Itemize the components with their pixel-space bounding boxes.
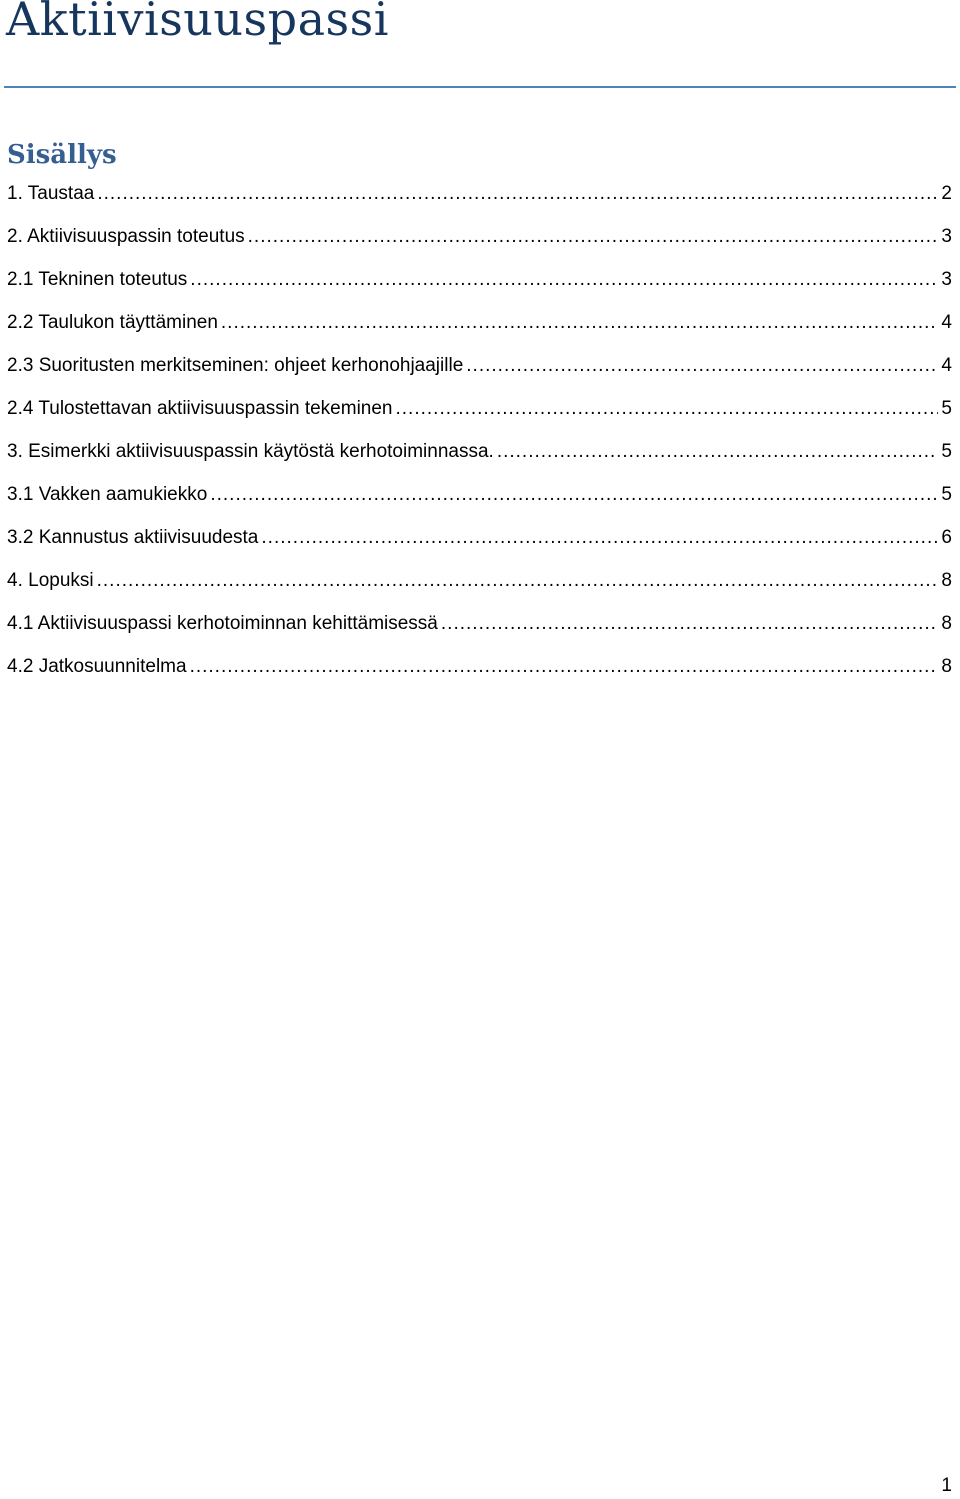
toc-entry-page: 8 xyxy=(941,613,952,634)
toc-dot-leader xyxy=(441,607,939,641)
toc-dot-leader xyxy=(97,177,938,211)
toc-dot-leader xyxy=(221,306,939,340)
toc-dot-leader xyxy=(190,263,938,297)
toc-entry-page: 4 xyxy=(941,355,952,376)
toc-entry-kannustus[interactable] xyxy=(7,521,952,564)
document-title: Aktiivisuuspassi xyxy=(6,0,389,46)
toc-entry-text: 3.2 Kannustus aktiivisuudesta xyxy=(7,527,259,548)
toc-entry-page: 8 xyxy=(941,656,952,677)
toc-entry-text: 2.1 Tekninen toteutus xyxy=(7,269,188,290)
toc-entry-text: 2.3 Suoritusten merkitseminen: ohjeet kerhonohjaajille xyxy=(7,355,464,376)
toc-entry-text: 4. Lopuksi xyxy=(7,570,94,591)
toc-dot-leader xyxy=(97,564,939,598)
toc-entry-text: 2.4 Tulostettavan aktiivisuuspassin tekeminen xyxy=(7,398,393,419)
toc-entry-text: 2. Aktiivisuuspassin toteutus xyxy=(7,226,245,247)
toc-entry-text: 4.2 Jatkosuunnitelma xyxy=(7,656,187,677)
toc-entry-taustaa[interactable] xyxy=(7,177,952,220)
toc-entry-page: 3 xyxy=(941,226,952,247)
toc-entry-vakken-aamukiekko[interactable] xyxy=(7,478,952,521)
toc-entry-jatkosuunnitelma[interactable] xyxy=(7,650,952,693)
toc-entry-esimerkki[interactable] xyxy=(7,435,952,478)
toc-entry-page: 5 xyxy=(941,441,952,462)
toc-dot-leader xyxy=(466,349,938,383)
toc-heading: Sisällys xyxy=(7,140,117,170)
title-underline xyxy=(4,86,956,88)
toc-entry-suoritusten-merkitseminen[interactable] xyxy=(7,349,952,392)
toc-entry-kehittaminen[interactable] xyxy=(7,607,952,650)
toc-entry-taulukon-tayttaminen[interactable] xyxy=(7,306,952,349)
toc-entry-text: 3.1 Vakken aamukiekko xyxy=(7,484,208,505)
toc-entry-text: 1. Taustaa xyxy=(7,183,95,204)
toc-dot-leader xyxy=(396,392,939,426)
table-of-contents xyxy=(7,177,952,693)
toc-dot-leader xyxy=(190,650,939,684)
page-number: 1 xyxy=(941,1475,952,1496)
toc-dot-leader xyxy=(261,521,938,555)
toc-entry-text: 4.1 Aktiivisuuspassi kerhotoiminnan kehittämisessä xyxy=(7,613,438,634)
toc-entry-lopuksi[interactable] xyxy=(7,564,952,607)
toc-dot-leader xyxy=(497,435,939,469)
toc-entry-tulostettava-passi[interactable] xyxy=(7,392,952,435)
toc-entry-page: 5 xyxy=(941,398,952,419)
toc-entry-page: 2 xyxy=(941,183,952,204)
toc-entry-toteutus[interactable] xyxy=(7,220,952,263)
toc-entry-tekninen-toteutus[interactable] xyxy=(7,263,952,306)
toc-entry-page: 3 xyxy=(941,269,952,290)
toc-entry-page: 5 xyxy=(941,484,952,505)
toc-entry-page: 8 xyxy=(941,570,952,591)
toc-entry-page: 6 xyxy=(941,527,952,548)
toc-dot-leader xyxy=(210,478,938,512)
toc-entry-text: 2.2 Taulukon täyttäminen xyxy=(7,312,218,333)
toc-entry-page: 4 xyxy=(941,312,952,333)
toc-dot-leader xyxy=(248,220,939,254)
toc-entry-text: 3. Esimerkki aktiivisuuspassin käytöstä kerhotoiminnassa. xyxy=(7,441,494,462)
